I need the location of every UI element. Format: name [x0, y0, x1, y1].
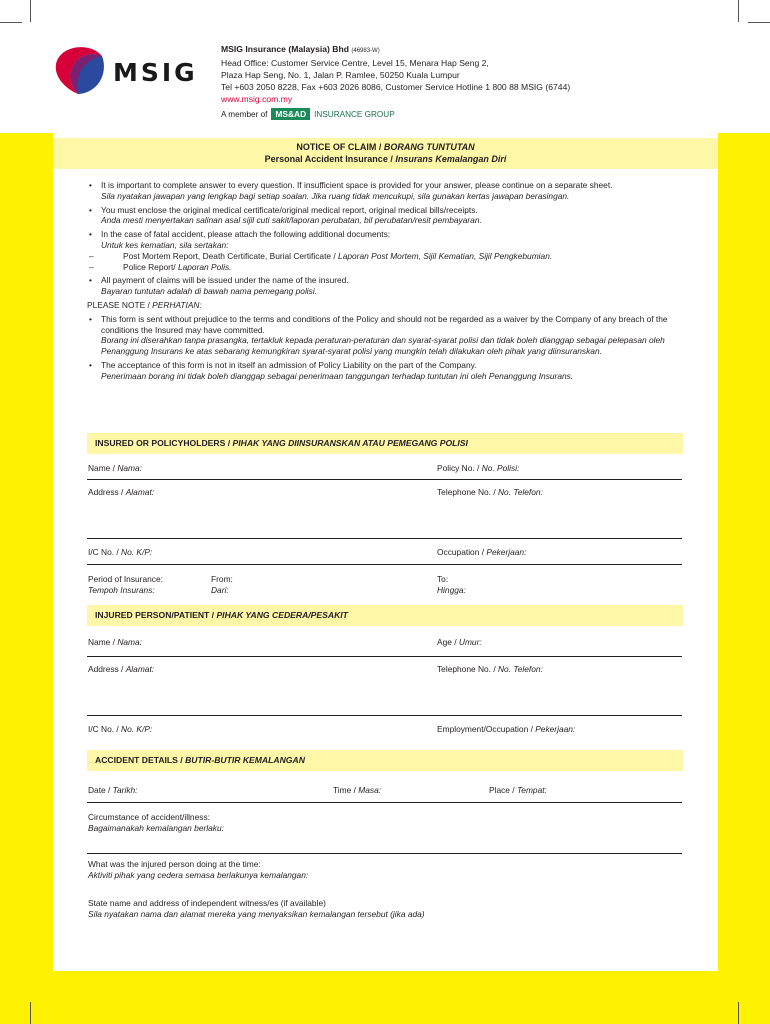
- instructions: [87, 180, 685, 385]
- injured-ic-label: I/C No. / No. K/P:: [88, 724, 153, 734]
- company-contact-line: Tel +603 2050 8228, Fax +603 2026 8086, Customer Service Hotline 1 800 88 MSIG (6744): [221, 82, 571, 92]
- insured-address-label: Address / Alamat:: [88, 487, 155, 497]
- field-line[interactable]: [87, 538, 682, 539]
- member-of-group: [221, 108, 395, 120]
- instruction-item: [87, 205, 685, 227]
- subtitle-en: Personal Accident Insurance /: [264, 154, 396, 164]
- instruction-en: • It is important to complete answer to every question. If insufficient space is provided for your answer, please continue on a separate sheet.: [101, 180, 613, 190]
- company-reg-no: (46983-W): [351, 48, 380, 54]
- field-line[interactable]: [87, 853, 682, 854]
- title-en: NOTICE OF CLAIM /: [296, 142, 384, 152]
- field-line[interactable]: [87, 715, 682, 716]
- field-line[interactable]: [87, 656, 682, 657]
- note-en: PLEASE NOTE /: [87, 299, 153, 310]
- instruction-item: [87, 275, 685, 297]
- period-label: Period of Insurance: Tempoh Insurans:: [88, 574, 163, 595]
- form-title-band: [53, 138, 718, 169]
- accident-place-label: Place / Tempat:: [489, 785, 547, 795]
- instruction-en: • All payment of claims will be issued under the name of the insured.: [101, 275, 349, 286]
- instruction-ms: Bayaran tuntutan adalah di bawah nama pemegang polisi.: [101, 286, 318, 297]
- note-item: [87, 314, 685, 357]
- insurance-group-label: INSURANCE GROUP: [314, 109, 395, 119]
- circumstance-label: Circumstance of accident/illness: Bagaimanakah kemalangan berlaku:: [88, 812, 224, 833]
- crop-mark: [738, 1002, 739, 1024]
- title-ms: BORANG TUNTUTAN: [383, 142, 475, 152]
- company-website-link[interactable]: www.msig.com.my: [221, 94, 293, 104]
- field-line[interactable]: [87, 564, 682, 565]
- company-address-line: Head Office: Customer Service Centre, Level 15, Menara Hap Seng 2,: [221, 58, 489, 68]
- accident-section-header: [87, 750, 683, 771]
- injured-employment-label: Employment/Occupation / Pekerjaan:: [437, 724, 576, 734]
- field-line[interactable]: [87, 802, 682, 803]
- insured-ic-label: I/C No. / No. K/P:: [88, 547, 153, 557]
- msig-logo-text: MSIG: [113, 58, 198, 87]
- to-label: To: Hingga:: [437, 574, 466, 595]
- doc-en: Post Mortem Report, Death Certificate, Burial Certificate /: [123, 250, 339, 261]
- note-item: [87, 360, 685, 382]
- injured-address-label: Address / Alamat:: [88, 664, 155, 674]
- crop-mark: [30, 0, 31, 22]
- section-title-ms: PIHAK YANG DIINSURANSKAN ATAU PEMEGANG POLISI: [232, 438, 468, 448]
- instruction-ms: Anda mesti menyertakan salinan asal sijil cuti sakit/laporan perubatan, bil perubatan/resit pembayaran.: [101, 215, 482, 226]
- company-name: MSIG Insurance (Malaysia) Bhd: [221, 44, 349, 54]
- msig-emblem-icon: [50, 42, 112, 98]
- witness-label: State name and address of independent witness/es (if available) Sila nyatakan nama dan alamat mereka yang menyaksikan kemalangan tersebut (jika ada): [88, 898, 425, 919]
- injured-tel-label: Telephone No. / No. Telefon:: [437, 664, 543, 674]
- company-details: [221, 43, 570, 105]
- section-title-en: INJURED PERSON/PATIENT /: [95, 610, 217, 620]
- instruction-item: [87, 229, 685, 272]
- fatal-doc-item: [87, 262, 685, 273]
- injured-name-label: Name / Nama:: [88, 637, 142, 647]
- note-item-ms: Borang ini diserahkan tanpa prasangka, tertakluk kepada peraturan-peraturan dan syarat-syarat polisi dan tidak boleh dianggap sebagai pelepasan oleh Penanggung Insurans ke atas sebarang kemungkiran syarat-syarat polisi yang mungkin telah dilakukan oleh pihak yang diinsuranskan.: [101, 335, 665, 357]
- msad-badge: MS&AD: [271, 108, 310, 120]
- doc-ms: Laporan Polis.: [177, 261, 232, 272]
- instruction-en: • In the case of fatal accident, please attach the following additional documents:: [101, 229, 391, 240]
- accident-time-label: Time / Masa:: [333, 785, 382, 795]
- please-note-heading: [87, 300, 685, 311]
- note-ms: PERHATIAN:: [152, 299, 202, 310]
- insured-tel-label: Telephone No. / No. Telefon:: [437, 487, 543, 497]
- section-title-en: ACCIDENT DETAILS /: [95, 755, 186, 765]
- instruction-ms: Untuk kes kematian, sila sertakan:: [101, 239, 229, 250]
- instruction-en: • You must enclose the original medical certificate/original medical report, original medical bills/receipts.: [101, 204, 478, 215]
- accident-date-label: Date / Tarikh:: [88, 785, 138, 795]
- insured-section-header: [87, 433, 683, 454]
- subtitle-ms: Insurans Kemalangan Diri: [395, 154, 507, 164]
- note-item-ms: Penerimaan borang ini tidak boleh dianggap sebagai penerimaan tanggungan terhadap tuntutan ini oleh Penanggung Insurans.: [101, 370, 574, 381]
- injured-section-header: [87, 605, 683, 626]
- member-prefix: A member of: [221, 109, 268, 119]
- company-address-line: Plaza Hap Seng, No. 1, Jalan P. Ramlee, 50250 Kuala Lumpur: [221, 70, 460, 80]
- insured-name-label: Name / Nama:: [88, 463, 142, 473]
- crop-mark: [0, 22, 22, 23]
- crop-mark: [30, 1002, 31, 1024]
- from-label: From: Dari:: [211, 574, 233, 595]
- doc-ms: Laporan Post Mortem, Sijil Kematian, Sijil Pengkebumian.: [338, 250, 553, 261]
- note-item-en: • This form is sent without prejudice to the terms and conditions of the Policy and should not be regarded as a waiver by the Company of any breach of the conditions the Insured may have committed.: [101, 313, 668, 335]
- insured-policy-label: Policy No. / No. Polisi:: [437, 463, 520, 473]
- note-item-en: • The acceptance of this form is not in itself an admission of Policy Liability on the part of the Company.: [101, 359, 477, 370]
- doc-en: Police Report/: [123, 261, 178, 272]
- section-title-ms: BUTIR-BUTIR KEMALANGAN: [185, 755, 305, 765]
- instruction-item: [87, 180, 685, 202]
- injured-age-label: Age / Umur:: [437, 637, 482, 647]
- section-title-en: INSURED OR POLICYHOLDERS /: [95, 438, 233, 448]
- instruction-ms: Sila nyatakan jawapan yang lengkap bagi setiap soalan. Jika ruang tidak mencukupi, sila gunakan kertas jawapan berasingan.: [101, 190, 570, 201]
- field-line[interactable]: [87, 479, 682, 480]
- activity-label: What was the injured person doing at the time: Aktiviti pihak yang cedera semasa berlakunya kemalangan:: [88, 859, 309, 880]
- insured-occupation-label: Occupation / Pekerjaan:: [437, 547, 527, 557]
- fatal-doc-item: [87, 251, 685, 262]
- crop-mark: [748, 22, 770, 23]
- crop-mark: [738, 0, 739, 22]
- section-title-ms: PIHAK YANG CEDERA/PESAKIT: [216, 610, 348, 620]
